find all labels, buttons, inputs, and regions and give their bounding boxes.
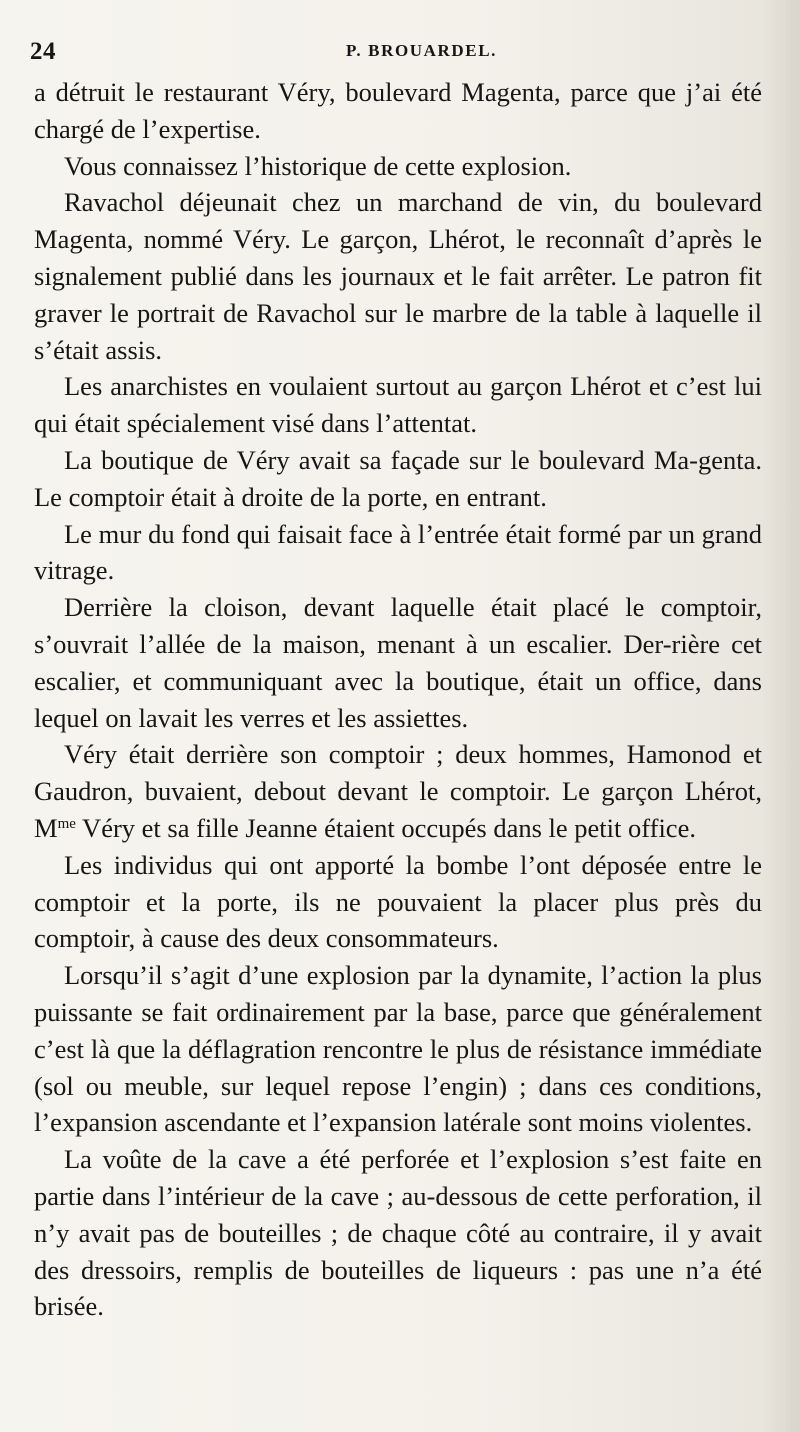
paragraph-6: Le mur du fond qui faisait face à l’entrée était formé par un grand vitrage. bbox=[34, 518, 762, 586]
paragraph-9: Les individus qui ont apporté la bombe l’ont déposée entre le comptoir et la porte, ils ne pouvaient la placer plus près du comptoir, à cause des deux consommateurs. bbox=[34, 849, 762, 954]
paragraph-3: Ravachol déjeunait chez un marchand de vin, du boulevard Magenta, nommé Véry. Le garçon, Lhérot, le reconnaît d’après le signalement publié dans les journaux et le fait arrêter. Le patron fit graver le portrait de Ravachol sur le marbre de la table à laquelle il s’était assis. bbox=[34, 187, 762, 365]
paragraph-8 bbox=[34, 736, 762, 846]
paragraph-4: Les anarchistes en voulaient surtout au garçon Lhérot et c’est lui qui était spécialement visé dans l’attentat. bbox=[34, 371, 762, 439]
page-header bbox=[30, 38, 770, 66]
paragraph-11: La voûte de la cave a été perforée et l’explosion s’est faite en partie dans l’intérieur de la cave ; au-dessous de cette perforation, il n’y avait pas de bouteilles ; de chaque côté au contraire, il y avait des dressoirs, remplis de bouteilles de liqueurs : pas une n’a été brisée. bbox=[34, 1144, 762, 1322]
paragraph-8-text-before: Véry était derrière son comptoir ; deux hommes, Hamonod et Gaudron, buvaient, debout devant le comptoir. Le garçon Lhérot, M bbox=[34, 739, 762, 843]
paragraph-7: Derrière la cloison, devant laquelle était placé le comptoir, s’ouvrait l’allée de la maison, menant à un escalier. Der-rière cet escalier, et communiquant avec la boutique, était un office, dans lequel on lavait les verres et les assiettes. bbox=[34, 592, 762, 733]
paragraph-8-text-after: Véry et sa fille Jeanne étaient occupés dans le petit office. bbox=[75, 812, 696, 843]
paragraph-2: Vous connaissez l’historique de cette explosion. bbox=[64, 150, 572, 181]
paragraph-5: La boutique de Véry avait sa façade sur le boulevard Ma-genta. Le comptoir était à droite de la porte, en entrant. bbox=[34, 444, 762, 512]
paragraph-10: Lorsqu’il s’agit d’une explosion par la dynamite, l’action la plus puissante se fait ordinairement par la base, parce que généralement c’est là que la déflagration rencontre le plus de résistance immédiate (sol ou meuble, sur lequel repose l’engin) ; dans ces conditions, l’expansion ascendante et l’expansion latérale sont moins violentes. bbox=[34, 960, 762, 1138]
madame-abbreviation-superscript: me bbox=[57, 815, 76, 832]
body-text bbox=[34, 74, 762, 1325]
page-number: 24 bbox=[30, 38, 56, 65]
paragraph-1: a détruit le restaurant Véry, boulevard Magenta, parce que j’ai été chargé de l’expertise. bbox=[34, 77, 762, 144]
running-head: P. BROUARDEL. bbox=[346, 41, 497, 60]
